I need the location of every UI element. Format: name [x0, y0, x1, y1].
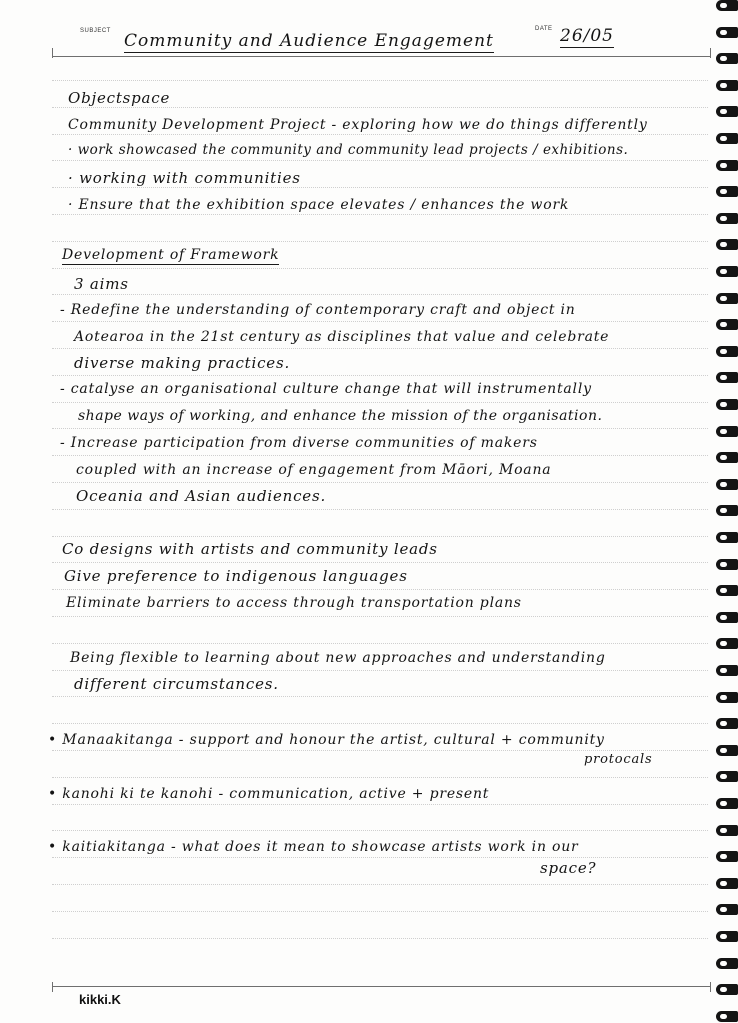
ruled-line — [52, 562, 708, 563]
spiral-ring — [716, 186, 738, 197]
spiral-ring — [716, 53, 738, 64]
spiral-ring — [716, 771, 738, 782]
ruled-line — [52, 134, 708, 135]
spiral-ring — [716, 266, 738, 277]
value-item: • Manaakitanga - support and honour the artist, cultural + community — [48, 732, 605, 748]
value-item: • kanohi ki te kanohi - communication, active + present — [48, 786, 490, 802]
spiral-ring — [716, 479, 738, 490]
ruled-line — [52, 911, 708, 912]
ruled-line — [52, 294, 708, 295]
ruled-line — [52, 830, 708, 831]
spiral-ring — [716, 851, 738, 862]
aim-line: Oceania and Asian audiences. — [76, 487, 327, 505]
note-line: Being flexible to learning about new approaches and understanding — [70, 650, 606, 666]
spiral-ring — [716, 904, 738, 915]
spiral-ring — [716, 692, 738, 703]
ruled-line — [52, 536, 708, 537]
spiral-ring — [716, 931, 738, 942]
date-value: 26/05 — [560, 26, 614, 46]
ruled-line — [52, 750, 708, 751]
ruled-line — [52, 509, 708, 510]
spiral-ring — [716, 319, 738, 330]
ruled-line — [52, 643, 708, 644]
spiral-ring — [716, 532, 738, 543]
spiral-ring — [716, 984, 738, 995]
ruled-line — [52, 696, 708, 697]
ruled-line — [52, 428, 708, 429]
spiral-ring — [716, 559, 738, 570]
ruled-line — [52, 160, 708, 161]
spiral-ring — [716, 585, 738, 596]
note-bullet: · work showcased the community and community lead projects / exhibitions. — [68, 142, 629, 158]
aim-line: shape ways of working, and enhance the mission of the organisation. — [78, 408, 603, 424]
ruled-line — [52, 589, 708, 590]
spiral-ring — [716, 293, 738, 304]
aim-line: - catalyse an organisational culture change that will instrumentally — [60, 381, 592, 397]
ruled-line — [52, 375, 708, 376]
ruled-line — [52, 455, 708, 456]
spiral-ring — [716, 718, 738, 729]
header-tick-left — [52, 48, 53, 58]
aim-line: diverse making practices. — [74, 354, 291, 372]
footer-tick-left — [52, 982, 53, 992]
subject-label: SUBJECT — [80, 28, 111, 34]
note-line: Give preference to indigenous languages — [64, 567, 408, 585]
value-item: • kaitiakitanga - what does it mean to showcase artists work in our — [48, 839, 579, 855]
spiral-ring — [716, 825, 738, 836]
spiral-ring — [716, 239, 738, 250]
ruled-line — [52, 777, 708, 778]
ruled-line — [52, 80, 708, 81]
spiral-ring — [716, 213, 738, 224]
subject-title: Community and Audience Engagement — [124, 31, 494, 51]
date-label: DATE — [535, 26, 553, 32]
note-line: Eliminate barriers to access through transportation plans — [66, 595, 522, 611]
spiral-ring — [716, 612, 738, 623]
brand-logo: kikki.K — [79, 992, 121, 1007]
spiral-ring — [716, 0, 738, 11]
spiral-ring — [716, 399, 738, 410]
ruled-line — [52, 268, 708, 269]
spiral-ring — [716, 665, 738, 676]
spiral-ring — [716, 160, 738, 171]
ruled-line — [52, 670, 708, 671]
ruled-line — [52, 804, 708, 805]
spiral-ring — [716, 452, 738, 463]
value-item: space? — [540, 859, 597, 877]
section-heading: Objectspace — [68, 89, 171, 107]
ruled-line — [52, 214, 708, 215]
ruled-line — [52, 482, 708, 483]
spiral-ring — [716, 638, 738, 649]
ruled-line — [52, 723, 708, 724]
ruled-line — [52, 616, 708, 617]
spiral-binding — [710, 0, 738, 1023]
ruled-line — [52, 187, 708, 188]
ruled-line — [52, 321, 708, 322]
spiral-ring — [716, 372, 738, 383]
aim-line: coupled with an increase of engagement from Māori, Moana — [76, 462, 552, 478]
spiral-ring — [716, 133, 738, 144]
ruled-line — [52, 107, 708, 108]
note-bullet: · working with communities — [68, 169, 301, 187]
ruled-line — [52, 884, 708, 885]
section-heading: Development of Framework — [62, 247, 280, 263]
spiral-ring — [716, 798, 738, 809]
spiral-ring — [716, 80, 738, 91]
spiral-ring — [716, 106, 738, 117]
header-rule — [52, 56, 710, 57]
note-line: Community Development Project - exploring how we do things differently — [68, 117, 648, 133]
spiral-ring — [716, 426, 738, 437]
spiral-ring — [716, 958, 738, 969]
aim-line: - Increase participation from diverse communities of makers — [60, 435, 538, 451]
ruled-line — [52, 241, 708, 242]
note-bullet: · Ensure that the exhibition space elevates / enhances the work — [68, 197, 570, 213]
ruled-line — [52, 938, 708, 939]
aim-line: - Redefine the understanding of contemporary craft and object in — [60, 302, 576, 318]
ruled-line — [52, 402, 708, 403]
note-line: Co designs with artists and community leads — [62, 540, 438, 558]
spiral-ring — [716, 505, 738, 516]
ruled-line — [52, 857, 708, 858]
spiral-ring — [716, 346, 738, 357]
note-line: 3 aims — [74, 275, 129, 293]
spiral-ring — [716, 27, 738, 38]
footer-rule — [52, 986, 710, 987]
spiral-ring — [716, 1011, 738, 1022]
aim-line: Aotearoa in the 21st century as disciplines that value and celebrate — [74, 329, 610, 345]
value-item: protocals — [584, 752, 653, 767]
spiral-ring — [716, 878, 738, 889]
note-line: different circumstances. — [74, 675, 279, 693]
spiral-ring — [716, 745, 738, 756]
ruled-line — [52, 348, 708, 349]
